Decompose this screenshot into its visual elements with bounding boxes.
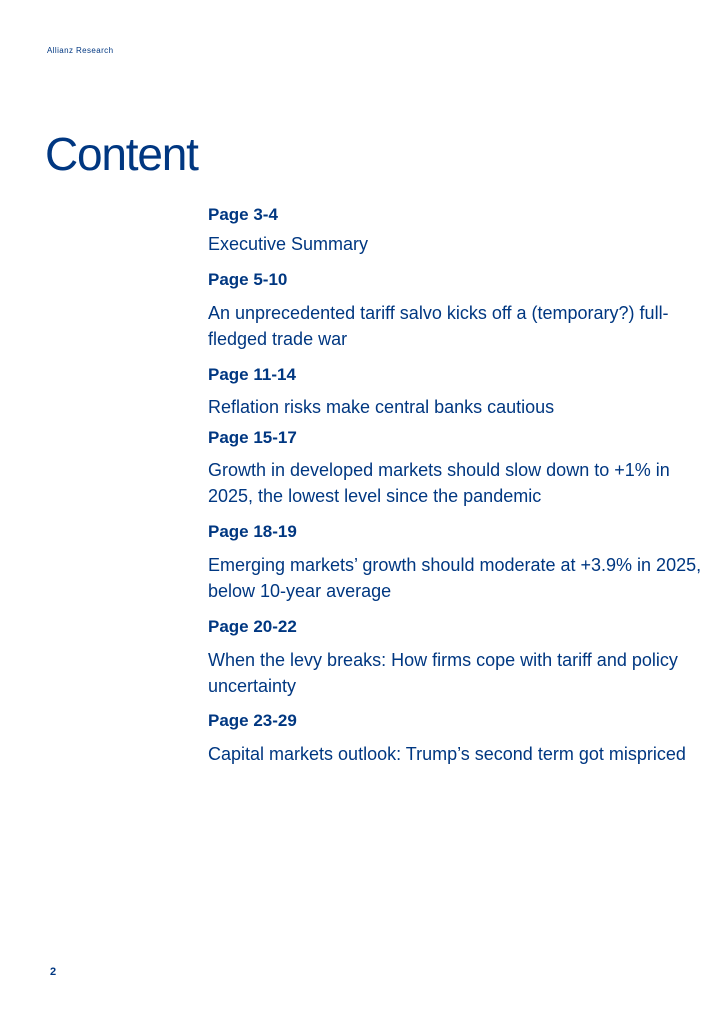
toc-description: Growth in developed markets should slow down to +1% in 2025, the lowest level since the pandemic <box>208 460 670 506</box>
toc-description: Emerging markets’ growth should moderate at +3.9% in 2025, below 10-year average <box>208 555 702 601</box>
page-title: Content <box>45 128 198 180</box>
toc-entry-levy-breaks[interactable] <box>208 616 708 699</box>
toc-description: Executive Summary <box>208 234 369 254</box>
toc-page-range: Page 20-22 <box>208 617 297 636</box>
toc-page-range: Page 18-19 <box>208 522 297 541</box>
toc-entry-executive-summary[interactable] <box>208 204 708 257</box>
toc-entry-developed-markets[interactable] <box>208 427 708 509</box>
toc-page-range: Page 5-10 <box>208 270 288 289</box>
toc-entry-central-banks[interactable] <box>208 364 708 420</box>
toc-page-range: Page 11-14 <box>208 365 296 384</box>
toc-page-range: Page 15-17 <box>208 428 297 447</box>
toc-entry-capital-markets[interactable] <box>208 710 708 767</box>
toc-entry-emerging-markets[interactable] <box>208 521 708 604</box>
page-number: 2 <box>50 966 57 978</box>
header-brand: Allianz Research <box>47 46 114 55</box>
toc-description: Capital markets outlook: Trump’s second term got mispriced <box>208 744 686 764</box>
toc-description: Reflation risks make central banks cautious <box>208 397 555 417</box>
toc-page-range: Page 23-29 <box>208 711 297 730</box>
toc-entry-trade-war[interactable] <box>208 269 708 352</box>
toc-description: When the levy breaks: How firms cope with tariff and policy uncertainty <box>208 650 678 696</box>
toc-description: An unprecedented tariff salvo kicks off a (temporary?) full-fledged trade war <box>208 303 669 349</box>
toc-page-range: Page 3-4 <box>208 205 278 224</box>
